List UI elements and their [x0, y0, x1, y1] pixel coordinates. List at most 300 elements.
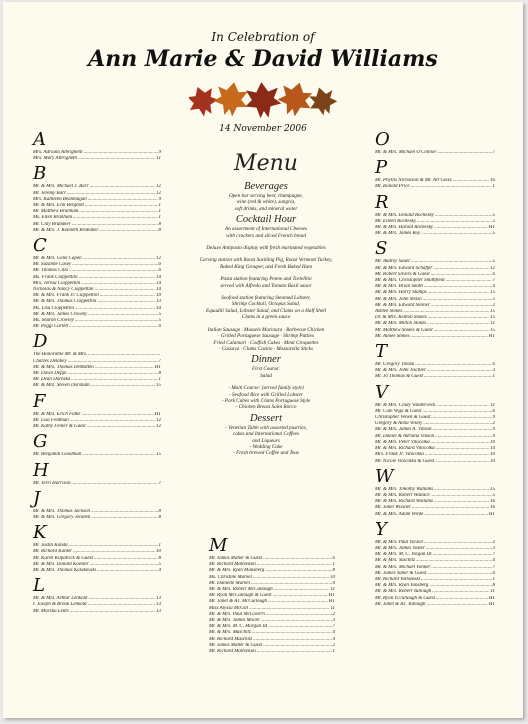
guest-name: Mr. & Mrs. Richard Vitocolka [375, 446, 435, 452]
section-letter: H [33, 459, 49, 481]
table-number: 13 [156, 602, 161, 608]
guest-name: Mr. Richard Kanter [33, 549, 73, 555]
table-number: 6 [492, 570, 495, 576]
guest-name: Mr. Gregory Tinoza [375, 362, 415, 368]
table-number: HT [488, 595, 495, 601]
menu-line: - Main Course: (served family style) [228, 385, 304, 392]
guest-name: Mr. & Mrs. Yaschitz [375, 558, 415, 564]
guest-name: Mr. & Mrs. Edward Schaffer [375, 265, 433, 271]
guest-name: Mr. Kathy Fenler & Guest [33, 424, 86, 430]
table-number: 5 [492, 259, 495, 265]
table-number: 1 [492, 184, 495, 190]
table-number: 3 [332, 618, 335, 624]
table-number: 11 [490, 589, 495, 595]
section-letter: K [33, 522, 47, 544]
section-letter: G [33, 431, 48, 453]
dot-leader [421, 231, 491, 237]
table-number: 12 [156, 256, 161, 262]
dot-leader [82, 452, 155, 458]
menu-line: - Venetian Table with assorted pastries, [225, 424, 307, 431]
table-number: 13 [156, 608, 161, 614]
table-number: 10 [490, 452, 495, 458]
table-number: 9 [332, 580, 335, 586]
table-number: 6 [492, 362, 495, 368]
guest-name: Mr. & Mrs. Ryan Yansberg [375, 583, 429, 589]
section-letter: L [33, 575, 45, 597]
table-number: 7 [158, 358, 161, 364]
guest-name: Mr. & Mrs. J. Kenneth Brubaker [33, 227, 99, 233]
guest-name: Mr. Richard Maltsenski [209, 562, 256, 568]
dot-leader [70, 609, 155, 615]
section-letter: W [375, 465, 394, 487]
table-number: 2 [332, 611, 335, 617]
section-letter: R [375, 191, 389, 213]
table-number: 8 [158, 227, 161, 233]
table-number: 1 [492, 374, 495, 380]
table-number: 16 [490, 178, 495, 184]
dot-leader [87, 424, 155, 430]
table-number: 9 [492, 433, 495, 439]
table-number: 7 [492, 150, 495, 155]
table-number: 1 [492, 576, 495, 582]
menu-line: Seafood station featuring Steamed Lobster, [221, 295, 311, 302]
guest-name: Mr. & Mrs. Erich Falke [33, 411, 81, 417]
guest-name: Dr. & Mrs. Kenton Stokes [375, 315, 427, 321]
guest-name: Mrs. Teresa Cioppettini [33, 280, 81, 286]
menu-line: Baked King Grouper, and Fresh Baked Ham [220, 263, 312, 270]
table-number: 6 [158, 262, 161, 268]
table-number: 15 [490, 290, 495, 296]
dot-leader [91, 515, 157, 521]
table-number: 3 [492, 545, 495, 551]
table-number: 15 [490, 327, 495, 333]
dot-leader [91, 383, 155, 389]
section-letter: V [375, 381, 388, 403]
menu-line: An assortment of International Cheeses [224, 226, 308, 233]
section-letter: P [375, 157, 388, 179]
menu-line: wine (red & white), sangria, [236, 199, 296, 206]
menu-panel [171, 150, 361, 457]
table-number: HT [328, 593, 335, 599]
guest-name: Mr. Janet & AJ. McCullough [209, 599, 267, 605]
guest-name: Mr. & Mrs. Gregory Jenolen [33, 514, 91, 520]
dot-leader [424, 374, 492, 380]
guest-name: Mr. & Mrs. James Roy [375, 231, 421, 237]
table-number: HT [488, 511, 495, 517]
table-number: 7 [158, 480, 161, 486]
dot-leader [437, 150, 491, 156]
guest-row [375, 184, 495, 190]
menu-line: · Grilled Portuguese Sausage · Shrimp Patties [218, 333, 314, 340]
table-number: 16 [490, 499, 495, 505]
guest-name: Mr. & Mrs. Michael O'Connor [375, 150, 437, 155]
guest-name: Mr. & Mrs. Donald Rochesky [375, 212, 434, 218]
menu-title: Menu [234, 151, 298, 176]
section-letter: M [209, 535, 228, 556]
guest-name: Mr. & Mrs. James Crowley [33, 311, 88, 317]
leaf-2 [211, 79, 250, 118]
guest-name: Mr. & Mrs. Muschitz [209, 630, 251, 636]
guest-row [33, 609, 161, 615]
table-number: 7 [492, 564, 495, 570]
menu-line: served with Alfredo and Tomato Basil sauce [220, 282, 312, 289]
menu-line: - Chicken Breast Saint Rocco [235, 404, 297, 411]
guest-name: r. Joseph & Brook Lenkold [33, 602, 87, 608]
guest-name: Mr. & Mrs. Adam Wirde [375, 511, 424, 517]
guest-name: Mr. Aimee Stokes [375, 333, 410, 339]
couple-names: Ann Marie & David Williams [88, 46, 438, 72]
table-number: 10 [156, 549, 161, 555]
table-number: 5 [158, 318, 161, 324]
guest-name: Mr. & Mrs. Christopher Smithfield [375, 278, 445, 284]
table-number: 4 [332, 630, 335, 636]
guest-name: Mr. Richard Maltsenski [209, 649, 256, 655]
table-number: 12 [156, 424, 161, 430]
dot-leader [435, 459, 489, 465]
guest-name: Mr. James Yaher & Guest [375, 570, 427, 576]
guest-name: Mr. Ryan McCullough & Guest [209, 593, 272, 599]
guest-name: Ms. Frank Cioppettini [33, 274, 78, 280]
table-number: 7 [332, 624, 335, 630]
table-number: 9 [158, 196, 161, 202]
guest-name: Mr. Robert Silvers & Guest [375, 271, 430, 277]
table-number: 9 [158, 150, 161, 155]
table-number: 11 [490, 321, 495, 327]
guest-name: Mr. & Mrs. Harold Rochesky [375, 225, 434, 231]
guest-name: Mr. Marsha Lents [33, 608, 69, 614]
table-number: 8 [492, 583, 495, 589]
table-number: 11 [330, 587, 335, 593]
guest-row [33, 568, 161, 574]
guest-name: Mr. Eileen Rochesky [375, 218, 416, 224]
table-number: 12 [156, 184, 161, 190]
autumn-leaves-icon [189, 78, 339, 124]
table-number: 6 [158, 324, 161, 330]
guest-name: Mr. & Mrs. Steven Dorsham [33, 383, 90, 389]
table-number: 4 [492, 558, 495, 564]
table-number: 4 [158, 567, 161, 573]
guest-name: Mr. & Mrs. Thomas Kolakovski [33, 567, 97, 573]
guest-row [33, 324, 161, 330]
guest-name: Mr. Nicole Vitocolka & Guest [375, 458, 435, 464]
table-number: 6 [158, 268, 161, 274]
menu-line: and Liqueurs [252, 437, 280, 444]
menu-line: - Pork Cubes with Clams Portuguese Style [221, 397, 311, 404]
guest-row [33, 452, 161, 458]
menu-line: Salad [260, 372, 272, 379]
menu-heading: Dinner [251, 354, 281, 366]
table-number: 10 [490, 458, 495, 464]
table-number: 5 [492, 231, 495, 237]
menu-line: soft drinks, and mineral water [234, 205, 298, 212]
guest-name: Mr. Dawn Deppi [33, 371, 67, 377]
guest-name: Mr. & Mrs. John Stelzo [375, 296, 422, 302]
guest-name: Mr. Ronald Price [375, 184, 410, 190]
table-number: 15 [156, 383, 161, 389]
table-number: 15 [490, 309, 495, 315]
menu-line: Clams in a green sauce [241, 314, 291, 321]
guest-name: Nicholas & Nancy Cioppettini [33, 287, 94, 293]
table-number: 5 [492, 492, 495, 498]
guest-list-middle [209, 534, 335, 655]
guest-row [375, 602, 495, 608]
guest-row [33, 424, 161, 430]
table-number: 15 [156, 452, 161, 458]
guest-name: Mr. & Mrs. Frank Jr. Cioppettini [33, 293, 99, 299]
menu-sections [171, 180, 361, 457]
menu-line: Equadili Salad, Lobster Salad, and Clams on a Half Shell [205, 307, 327, 314]
table-number: 1 [158, 215, 161, 221]
guest-name: Mr. & Mrs. Arthur Lenkold [33, 596, 88, 602]
dot-leader [97, 568, 157, 574]
table-number: HT [488, 333, 495, 339]
guest-row [375, 459, 495, 465]
guest-name: Mr. & Mrs. Richard Wallams [375, 499, 433, 505]
guest-name: Mr. & Mrs. Paul Yorzen [375, 539, 423, 545]
guest-name: Mr. Jo Thomas & Guest [375, 374, 423, 380]
guest-row [33, 228, 161, 234]
table-number: 14 [156, 305, 161, 311]
table-number: 2 [492, 421, 495, 427]
table-number: 12 [156, 417, 161, 423]
guest-row [33, 156, 161, 162]
dot-leader [424, 512, 487, 518]
guest-name: Ashlee Stokes [375, 309, 403, 315]
table-number: 6 [492, 271, 495, 277]
menu-line: First Course: [251, 366, 281, 373]
leaf-3 [243, 81, 282, 120]
menu-line: cakes and International Coffees [232, 431, 300, 438]
guest-name: Mr. Peggi Curlett [33, 324, 69, 330]
guest-name: Mr. & Mrs. Timothy Wallams [375, 486, 434, 492]
guest-row [33, 515, 161, 521]
table-number: 14 [156, 287, 161, 293]
guest-name: Mr. & Mrs. M. C. Morgan III [209, 624, 268, 630]
table-number: 6 [332, 556, 335, 561]
table-number: 1 [332, 562, 335, 568]
guest-name: Mr. & Mrs. James Moore [209, 618, 260, 624]
guest-name: Mr. & Mrs. James A. Vinson [375, 427, 432, 433]
table-number: 5 [492, 212, 495, 218]
guest-name: Mr. & Mrs. Michael J. Barr [33, 184, 89, 190]
guest-name: Mr. & Mrs. Robert McCullough [209, 587, 273, 593]
guest-name: Ms. Christine Markel [209, 574, 252, 580]
celebration-line: In Celebration of [211, 30, 315, 44]
guest-name: Mr. & Mrs. Donald Koester [33, 561, 89, 567]
table-number: 12 [490, 265, 495, 271]
dot-leader [427, 602, 488, 608]
guest-name: Mrs. Kathleen Beanmagan [33, 196, 87, 202]
guest-name: Mr. Cate Vega & Guest [375, 408, 422, 414]
section-letter: J [33, 487, 41, 509]
guest-name: Mr. Justin Kanda [33, 543, 68, 549]
guest-name: Mrs. Adriana Albrighetti [33, 150, 83, 155]
guest-name: Mr. & Mrs. Thomas Jackson [33, 508, 90, 514]
dot-leader [99, 228, 157, 234]
table-number: 8 [158, 508, 161, 514]
guest-name: Mr. & Mrs. Robert Yullough [375, 589, 432, 595]
menu-line: Open bar serving beer, champagne, [228, 193, 304, 199]
table-number: 9 [492, 427, 495, 433]
menu-heading: Cocktail Hour [235, 214, 297, 226]
guest-name: Mr. Richard Yaltsenski [375, 576, 421, 582]
guest-name: Mr. & Mrs. Gene Capen [33, 256, 82, 262]
guest-name: Miss Alyssa McGill [209, 605, 249, 611]
table-number: 16 [490, 505, 495, 511]
table-number: 7 [492, 278, 495, 284]
table-number: 10 [330, 574, 335, 580]
table-number: 4 [332, 636, 335, 642]
section-letter: S [375, 238, 388, 260]
table-number: HT [488, 601, 495, 607]
guest-name: Ms. Lisa Cioppettini [33, 305, 74, 311]
menu-line: Shrimp Cocktail, Octopus Salad, [231, 301, 301, 308]
guest-name: Mr. Janet Wissner [375, 505, 411, 511]
guest-name: Mr. & Mrs. Thomas DeMatteo [33, 364, 94, 370]
guest-name: Mr. & Mrs. John Tischler [375, 368, 426, 374]
dot-leader [71, 481, 157, 487]
table-number: 8 [332, 568, 335, 574]
table-number: 14 [156, 274, 161, 280]
guest-row [375, 334, 495, 340]
guest-name: Gregory & Anna Vesely [375, 421, 423, 427]
guest-name: Mr. Richard Muschitz [209, 636, 253, 642]
wedding-date: 14 November 2006 [219, 124, 307, 134]
guest-name: Mr. & Mrs. Robert Wallace [375, 492, 430, 498]
table-number: 11 [156, 156, 161, 162]
table-number: 1 [158, 209, 161, 215]
table-number: HT [154, 364, 161, 370]
table-number: HT [488, 225, 495, 231]
table-number: 13 [156, 299, 161, 305]
guest-row [209, 649, 335, 655]
table-number: 5 [492, 296, 495, 302]
guest-name: Mr. Matthew Stokes & Guest [375, 327, 433, 333]
dot-leader [78, 156, 155, 162]
guest-row [33, 481, 161, 487]
guest-name: Mr. Clay Brubaker [33, 221, 71, 227]
menu-line: Fried Calamari · Codfish Cakes · Meat Croquettes [213, 339, 319, 346]
table-number: 8 [158, 514, 161, 520]
guest-name: Mr. & Mrs. James Yoster [375, 545, 425, 551]
guest-name: Mr. & Mrs. Brian Smith [375, 284, 423, 290]
table-number: 4 [492, 284, 495, 290]
menu-line: Pasta station featuring Penne and Tortellini [220, 276, 312, 283]
table-number: 14 [156, 280, 161, 286]
table-number: 8 [158, 371, 161, 377]
guest-name: Mr. Audrey Sauer [375, 259, 411, 265]
guest-name: Mr. Jeremy Barr [33, 190, 67, 196]
menu-line: - Seafood Rice with Grilled Lobster [229, 391, 303, 398]
guest-name: Mr. James Maher & Guest [209, 642, 263, 648]
guest-name: Mr. Lisa Feldman [33, 417, 69, 423]
menu-line: - Wedding Cake [249, 443, 283, 450]
guest-name: Mr. Benjamin Goodman [33, 452, 82, 458]
table-number: 5 [492, 218, 495, 224]
section-letter: A [33, 129, 46, 150]
guest-name: Ms. Sharon Crowley [33, 318, 74, 324]
section-letter: T [375, 341, 388, 363]
table-number: 2 [492, 302, 495, 308]
guest-row [33, 383, 161, 389]
guest-name: Mr. Matthew Branham [33, 209, 79, 215]
table-number: 1 [158, 203, 161, 209]
guest-name: Mr. Janet & AJ. Yullough [375, 601, 426, 607]
guest-name: Mr. James Maher & Guest [209, 556, 263, 561]
guest-list-left [33, 128, 161, 615]
menu-line: Carving station with Roast Suckling Pig, Roast Vermont Turkey, [199, 257, 333, 264]
menu-line: · Cassava · Clams Casino · Mozzarella Sticks [219, 345, 313, 352]
table-number: 1 [332, 649, 335, 655]
table-number: 12 [156, 190, 161, 196]
guest-row [375, 150, 495, 156]
guest-name: Ms. Ellen Branham [33, 215, 73, 221]
dot-leader [411, 184, 492, 190]
guest-name: Mr. Thomas Cillo [33, 268, 69, 274]
menu-heading: Beverages [244, 181, 288, 192]
guest-name: Mr. Suzanne Casey [33, 262, 72, 268]
table-number: HT [154, 411, 161, 417]
guest-name: Mr. & Mrs. Paul McGovern [209, 611, 265, 617]
table-number: 1 [158, 543, 161, 549]
table-number: 5 [158, 311, 161, 317]
table-number: 5 [158, 561, 161, 567]
table-number: 11 [490, 402, 495, 408]
guest-name: Mr. & Mrs. Edward Steiner [375, 302, 430, 308]
guest-name: Mr. & Mrs. M. C. Yorgan III [375, 552, 432, 558]
menu-line: Italian Sausage · Mussels Marinara · Barbecue Chicken [207, 326, 325, 333]
section-letter: C [33, 235, 47, 257]
table-number: 7 [492, 552, 495, 558]
guest-name: Charles Delahey [33, 358, 67, 364]
dot-leader [410, 334, 487, 340]
guest-name: Mr. & Mrs. Ryan Mansberg [209, 568, 265, 574]
leaf-5 [306, 84, 339, 118]
guest-name: Mr. & Mrs. Erik Bergholt [33, 203, 84, 209]
guest-name: Mr. Terri Harrison [33, 480, 71, 486]
table-number: 10 [490, 439, 495, 445]
guest-row [375, 512, 495, 518]
table-number: 14 [490, 446, 495, 452]
guest-name: Mr. & Mrs. Milton Stokes [375, 321, 427, 327]
table-number: 8 [158, 221, 161, 227]
dot-leader [257, 649, 332, 655]
table-number: HT [328, 599, 335, 605]
guest-row [375, 231, 495, 237]
menu-line: Deluxe Antipasto display with fresh marinated vegetables [206, 245, 326, 252]
guest-list-right [375, 128, 495, 608]
guest-row [375, 374, 495, 380]
table-number: 1 [158, 377, 161, 383]
guest-name: The Honorable Mr. & Mrs. [33, 352, 88, 358]
guest-name: Mr. Dean Doroska [33, 377, 71, 383]
table-number: 2 [492, 539, 495, 545]
guest-name: Mr. Daniel & Adriana Vinson [375, 433, 435, 439]
table-number: 2 [332, 642, 335, 648]
guest-name: Mr. & Mrs. Cindy Vanderveen [375, 402, 436, 408]
guest-name: Mr. & Mrs. Michael Yonner [375, 564, 431, 570]
section-letter: Y [375, 518, 387, 540]
section-letter: D [33, 331, 48, 353]
guest-name: Mr. Karen Kilpatrick & Guest [33, 555, 93, 561]
guest-name: Mr. & Mrs. Harry Stamps [375, 290, 427, 296]
section-letter: O [375, 129, 390, 150]
section-letter: B [33, 163, 47, 185]
table-number: 8 [158, 555, 161, 561]
dot-leader [69, 324, 157, 330]
guest-name: Mr. & Mrs. Peter Vitocolka [375, 439, 430, 445]
section-letter: F [33, 390, 46, 412]
